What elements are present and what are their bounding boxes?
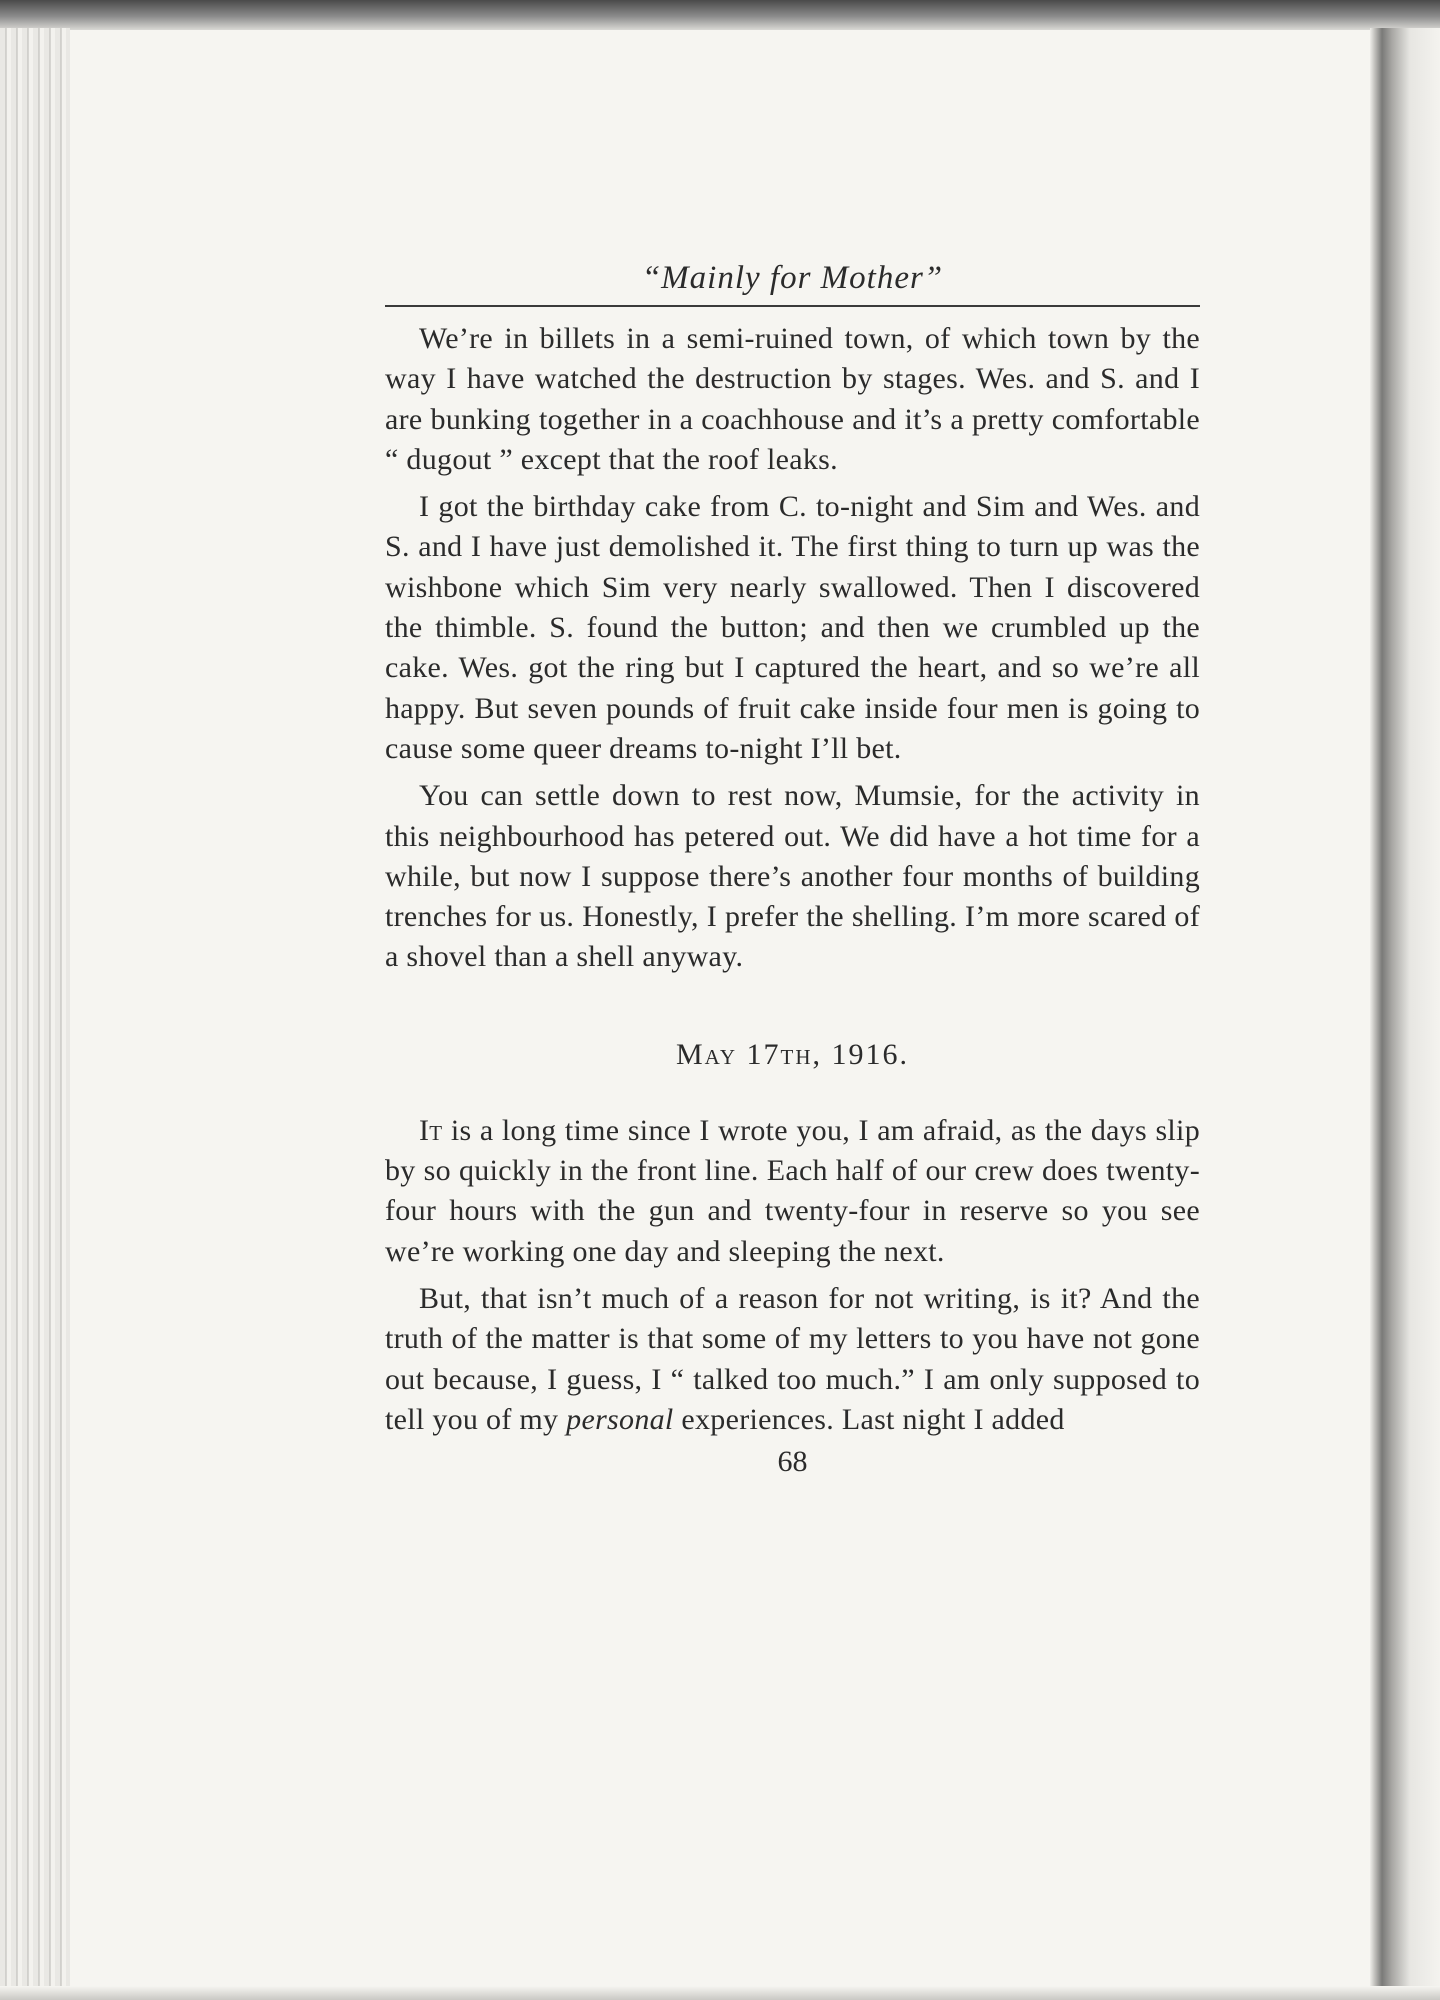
header-rule [385,305,1200,307]
right-binding-edge [1370,28,1440,2000]
page-text-block [385,255,1200,1482]
paragraph-lead-word: It [419,1113,443,1147]
paragraph-not-writing-text: But, that isn’t much of a reason for not writing, is it? And the truth of the matter is that some of my letters to you have not gone out because, I guess, I “ talked too much.” I am only supposed to tell you of my [385,1281,1200,1436]
date-heading: May 17th, 1916. [675,1037,910,1071]
paragraph-long-time-text: is a long time since I wrote you, I am afraid, as the days slip by so quickly in the front line. Each half of our crew does twenty-four hours with the gun and twenty-four in reserve so you see we’re working one day and sleeping the next. [385,1113,1200,1268]
left-page-edges [0,28,70,2000]
bottom-edge-shadow [0,1986,1440,2000]
paragraph-billets: We’re in billets in a semi-ruined town, of which town by the way I have watched the destruction by stages. Wes. and S. and I are bunking together in a coachhouse and it’s a pretty comfortable “ dugout ” except that the roof leaks. [385,322,1200,476]
running-head: “Mainly for Mother” [641,260,944,296]
paragraph-long-time [385,1111,1200,1272]
emphasized-word: personal [566,1402,674,1436]
paragraph-not-writing [385,1279,1200,1440]
top-edge-shadow [0,0,1440,30]
paragraph-birthday-cake: I got the birthday cake from C. to-night and Sim and Wes. and S. and I have just demolished it. The first thing to turn up was the wishbone which Sim very nearly swallowed. Then I discovered the thimble. S. found the button; and then we crumbled up the cake. Wes. got the ring but I captured the heart, and so we’re all happy. But seven pounds of fruit cake inside four men is going to cause some queer dreams to-night I’ll bet. [385,490,1200,765]
paragraph-settle-down: You can settle down to rest now, Mumsie, for the activity in this neighbourhood has petered out. We did have a hot time for a while, but now I suppose there’s another four months of building trenches for us. Honestly, I prefer the shelling. I’m more scared of a shovel than a shell anyway. [385,779,1200,974]
paragraph-not-writing-tail: experiences. Last night I added [673,1402,1065,1436]
page-number: 68 [777,1445,808,1479]
